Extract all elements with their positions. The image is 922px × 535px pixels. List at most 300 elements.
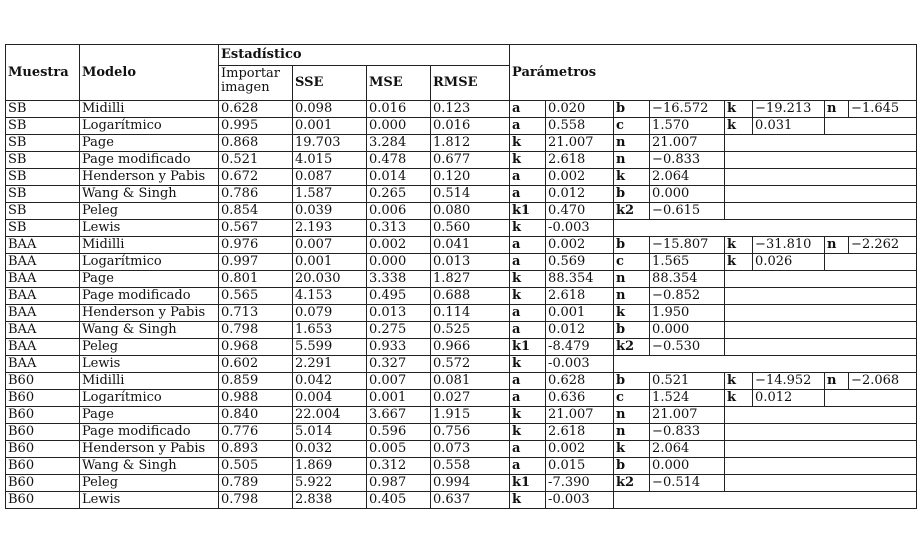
cell-modelo: Lewis [80, 492, 219, 509]
param-name: a [510, 390, 546, 407]
param-value: 21.007 [546, 135, 614, 152]
cell-stat: 0.868 [219, 135, 293, 152]
param-name: n [614, 135, 650, 152]
param-name: k [725, 101, 753, 118]
cell-muestra: BAA [6, 322, 80, 339]
cell-modelo: Logarítmico [80, 390, 219, 407]
param-name: b [614, 458, 650, 475]
param-value: 0.002 [546, 237, 614, 254]
cell-modelo: Wang & Singh [80, 458, 219, 475]
cell-stat: 0.572 [431, 356, 510, 373]
cell-muestra: B60 [6, 458, 80, 475]
cell-modelo: Wang & Singh [80, 322, 219, 339]
param-name: b [614, 373, 650, 390]
param-name: a [510, 441, 546, 458]
cell-stat: 0.001 [367, 390, 431, 407]
table-row [6, 271, 917, 288]
cell-stat: 1.812 [431, 135, 510, 152]
table-row [6, 441, 917, 458]
cell-stat: 0.016 [431, 118, 510, 135]
param-name: n [825, 237, 849, 254]
table-row [6, 475, 917, 492]
param-empty [825, 254, 917, 271]
param-empty [725, 322, 917, 339]
param-value: 2.064 [650, 169, 725, 186]
param-name: c [614, 390, 650, 407]
cell-stat: 0.521 [219, 152, 293, 169]
param-value: 0.002 [546, 169, 614, 186]
param-name: k [725, 390, 753, 407]
cell-modelo: Midilli [80, 237, 219, 254]
param-name: n [825, 101, 849, 118]
cell-stat: 0.756 [431, 424, 510, 441]
cell-stat: 1.587 [293, 186, 367, 203]
param-name: a [510, 373, 546, 390]
cell-modelo: Henderson y Pabis [80, 169, 219, 186]
cell-stat: 0.976 [219, 237, 293, 254]
header-estadistico: Estadístico [219, 45, 510, 66]
cell-stat: 0.032 [293, 441, 367, 458]
cell-stat: 0.014 [367, 169, 431, 186]
cell-muestra: SB [6, 152, 80, 169]
cell-stat: 0.495 [367, 288, 431, 305]
param-value: 0.636 [546, 390, 614, 407]
cell-stat: 0.073 [431, 441, 510, 458]
table-row [6, 390, 917, 407]
param-name: k [510, 288, 546, 305]
cell-muestra: BAA [6, 288, 80, 305]
cell-stat: 0.567 [219, 220, 293, 237]
cell-stat: 0.007 [367, 373, 431, 390]
param-name: a [510, 101, 546, 118]
param-name: k [725, 237, 753, 254]
cell-stat: 0.798 [219, 492, 293, 509]
param-name: k1 [510, 203, 546, 220]
param-value: 0.569 [546, 254, 614, 271]
param-name: a [510, 237, 546, 254]
cell-stat: 1.827 [431, 271, 510, 288]
param-name: k [510, 356, 546, 373]
param-value: -8.479 [546, 339, 614, 356]
cell-modelo: Page modificado [80, 424, 219, 441]
param-name: n [614, 288, 650, 305]
cell-stat: 5.014 [293, 424, 367, 441]
cell-modelo: Henderson y Pabis [80, 305, 219, 322]
param-value: −0.514 [650, 475, 725, 492]
header-stat-importar: Importar imagen [219, 66, 293, 101]
cell-stat: 0.039 [293, 203, 367, 220]
cell-stat: 0.275 [367, 322, 431, 339]
cell-stat: 2.193 [293, 220, 367, 237]
param-empty [725, 203, 917, 220]
param-value: 0.628 [546, 373, 614, 390]
cell-modelo: Peleg [80, 475, 219, 492]
param-empty [725, 186, 917, 203]
table-row [6, 492, 917, 509]
cell-stat: 0.312 [367, 458, 431, 475]
param-name: k2 [614, 339, 650, 356]
cell-stat: 0.854 [219, 203, 293, 220]
cell-stat: 0.997 [219, 254, 293, 271]
cell-stat: 0.013 [367, 305, 431, 322]
param-value: −1.645 [849, 101, 917, 118]
table-row [6, 186, 917, 203]
cell-stat: 0.405 [367, 492, 431, 509]
header-stat-mse: MSE [367, 66, 431, 101]
param-empty [725, 135, 917, 152]
param-name: b [614, 322, 650, 339]
param-value: 88.354 [546, 271, 614, 288]
param-value: 88.354 [650, 271, 725, 288]
param-empty [725, 169, 917, 186]
cell-stat: 0.558 [431, 458, 510, 475]
results-table [5, 44, 917, 509]
cell-muestra: SB [6, 135, 80, 152]
cell-muestra: B60 [6, 424, 80, 441]
param-value: 2.064 [650, 441, 725, 458]
cell-stat: 0.933 [367, 339, 431, 356]
cell-stat: 22.004 [293, 407, 367, 424]
param-value: 0.026 [753, 254, 825, 271]
cell-stat: 4.015 [293, 152, 367, 169]
param-name: k1 [510, 339, 546, 356]
cell-stat: 0.602 [219, 356, 293, 373]
cell-stat: 2.838 [293, 492, 367, 509]
cell-muestra: BAA [6, 305, 80, 322]
cell-stat: 0.000 [367, 254, 431, 271]
param-value: 1.565 [650, 254, 725, 271]
cell-stat: 0.893 [219, 441, 293, 458]
cell-stat: 0.776 [219, 424, 293, 441]
param-value: 2.618 [546, 288, 614, 305]
header-modelo: Modelo [80, 45, 219, 101]
cell-muestra: BAA [6, 356, 80, 373]
table-row [6, 373, 917, 390]
param-empty [614, 220, 917, 237]
param-value: 0.001 [546, 305, 614, 322]
cell-stat: 1.915 [431, 407, 510, 424]
cell-muestra: B60 [6, 390, 80, 407]
cell-stat: 0.637 [431, 492, 510, 509]
cell-stat: 19.703 [293, 135, 367, 152]
cell-modelo: Henderson y Pabis [80, 441, 219, 458]
param-value: 0.470 [546, 203, 614, 220]
param-name: k [510, 271, 546, 288]
param-empty [725, 288, 917, 305]
cell-stat: 0.041 [431, 237, 510, 254]
cell-stat: 3.338 [367, 271, 431, 288]
cell-modelo: Lewis [80, 356, 219, 373]
cell-muestra: BAA [6, 237, 80, 254]
table-row [6, 458, 917, 475]
param-empty [725, 458, 917, 475]
param-value: -0.003 [546, 356, 614, 373]
cell-modelo: Midilli [80, 373, 219, 390]
param-name: b [614, 101, 650, 118]
header-parametros: Parámetros [510, 45, 917, 101]
cell-stat: 0.002 [367, 237, 431, 254]
table-row [6, 305, 917, 322]
cell-stat: 0.087 [293, 169, 367, 186]
param-value: 0.012 [546, 322, 614, 339]
table-row [6, 288, 917, 305]
cell-stat: 0.042 [293, 373, 367, 390]
cell-modelo: Wang & Singh [80, 186, 219, 203]
cell-stat: 0.525 [431, 322, 510, 339]
table-row [6, 424, 917, 441]
param-name: k [510, 492, 546, 509]
cell-muestra: BAA [6, 254, 80, 271]
cell-muestra: SB [6, 101, 80, 118]
cell-stat: 0.013 [431, 254, 510, 271]
param-value: −2.068 [849, 373, 917, 390]
cell-stat: 0.688 [431, 288, 510, 305]
param-name: n [614, 152, 650, 169]
table-row [6, 356, 917, 373]
cell-stat: 0.514 [431, 186, 510, 203]
param-value: 0.000 [650, 186, 725, 203]
table-row [6, 220, 917, 237]
param-name: a [510, 322, 546, 339]
cell-modelo: Midilli [80, 101, 219, 118]
param-empty [825, 390, 917, 407]
param-empty [725, 271, 917, 288]
table-row [6, 118, 917, 135]
cell-stat: 20.030 [293, 271, 367, 288]
param-value: 0.020 [546, 101, 614, 118]
param-value: −31.810 [753, 237, 825, 254]
cell-stat: 5.599 [293, 339, 367, 356]
cell-modelo: Page [80, 271, 219, 288]
param-value: 2.618 [546, 152, 614, 169]
cell-stat: 0.786 [219, 186, 293, 203]
cell-stat: 0.327 [367, 356, 431, 373]
cell-stat: 0.079 [293, 305, 367, 322]
cell-stat: 0.004 [293, 390, 367, 407]
param-value: 0.521 [650, 373, 725, 390]
cell-stat: 2.291 [293, 356, 367, 373]
cell-stat: 0.001 [293, 254, 367, 271]
param-empty [725, 475, 917, 492]
param-value: −19.213 [753, 101, 825, 118]
cell-stat: 0.313 [367, 220, 431, 237]
param-name: a [510, 186, 546, 203]
param-name: b [614, 237, 650, 254]
param-name: a [510, 169, 546, 186]
param-value: 2.618 [546, 424, 614, 441]
param-value: 21.007 [546, 407, 614, 424]
param-name: c [614, 118, 650, 135]
cell-stat: 0.677 [431, 152, 510, 169]
param-empty [725, 441, 917, 458]
cell-stat: 0.005 [367, 441, 431, 458]
param-value: 0.012 [546, 186, 614, 203]
param-name: k [510, 220, 546, 237]
param-empty [725, 152, 917, 169]
table-row [6, 169, 917, 186]
cell-stat: 1.653 [293, 322, 367, 339]
cell-muestra: B60 [6, 373, 80, 390]
param-value: 0.012 [753, 390, 825, 407]
table-row [6, 135, 917, 152]
cell-stat: 0.120 [431, 169, 510, 186]
cell-stat: 0.987 [367, 475, 431, 492]
cell-modelo: Page modificado [80, 288, 219, 305]
cell-modelo: Logarítmico [80, 254, 219, 271]
cell-modelo: Peleg [80, 203, 219, 220]
cell-muestra: B60 [6, 475, 80, 492]
cell-stat: 0.027 [431, 390, 510, 407]
param-value: 21.007 [650, 135, 725, 152]
param-name: k [614, 441, 650, 458]
cell-muestra: BAA [6, 271, 80, 288]
cell-muestra: SB [6, 186, 80, 203]
cell-stat: 0.016 [367, 101, 431, 118]
param-name: a [510, 254, 546, 271]
cell-stat: 0.001 [293, 118, 367, 135]
param-value: −16.572 [650, 101, 725, 118]
cell-stat: 0.006 [367, 203, 431, 220]
param-value: −0.615 [650, 203, 725, 220]
param-name: k [614, 305, 650, 322]
cell-muestra: SB [6, 203, 80, 220]
cell-muestra: SB [6, 220, 80, 237]
param-name: k2 [614, 203, 650, 220]
cell-stat: 0.265 [367, 186, 431, 203]
table-row [6, 237, 917, 254]
param-value: −15.807 [650, 237, 725, 254]
cell-modelo: Logarítmico [80, 118, 219, 135]
table-row [6, 339, 917, 356]
cell-muestra: BAA [6, 339, 80, 356]
cell-muestra: SB [6, 118, 80, 135]
header-stat-sse: SSE [293, 66, 367, 101]
param-value: −0.833 [650, 424, 725, 441]
cell-stat: 0.114 [431, 305, 510, 322]
param-name: k [510, 135, 546, 152]
cell-stat: 0.968 [219, 339, 293, 356]
header-stat-rmse: RMSE [431, 66, 510, 101]
cell-stat: 0.628 [219, 101, 293, 118]
param-name: a [510, 118, 546, 135]
table-row [6, 101, 917, 118]
param-value: 0.015 [546, 458, 614, 475]
param-name: n [614, 407, 650, 424]
param-value: −0.833 [650, 152, 725, 169]
param-empty [725, 305, 917, 322]
cell-muestra: SB [6, 169, 80, 186]
param-value: 1.570 [650, 118, 725, 135]
param-name: a [510, 458, 546, 475]
param-value: −0.852 [650, 288, 725, 305]
cell-stat: 0.560 [431, 220, 510, 237]
cell-stat: 0.798 [219, 322, 293, 339]
param-name: k [510, 152, 546, 169]
param-value: 0.031 [753, 118, 825, 135]
cell-stat: 0.859 [219, 373, 293, 390]
param-name: n [825, 373, 849, 390]
cell-stat: 5.922 [293, 475, 367, 492]
cell-stat: 0.995 [219, 118, 293, 135]
param-name: b [614, 186, 650, 203]
cell-muestra: B60 [6, 441, 80, 458]
param-value: 0.000 [650, 458, 725, 475]
param-name: k1 [510, 475, 546, 492]
param-name: k [725, 254, 753, 271]
param-empty [614, 356, 917, 373]
header-muestra: Muestra [6, 45, 80, 101]
cell-modelo: Page [80, 407, 219, 424]
cell-stat: 0.080 [431, 203, 510, 220]
param-value: -7.390 [546, 475, 614, 492]
cell-stat: 3.667 [367, 407, 431, 424]
param-value: 1.950 [650, 305, 725, 322]
param-empty [725, 424, 917, 441]
cell-stat: 0.801 [219, 271, 293, 288]
cell-stat: 0.713 [219, 305, 293, 322]
table-row [6, 407, 917, 424]
cell-modelo: Page modificado [80, 152, 219, 169]
cell-stat: 0.994 [431, 475, 510, 492]
cell-modelo: Lewis [80, 220, 219, 237]
table-row [6, 254, 917, 271]
cell-stat: 0.840 [219, 407, 293, 424]
param-name: c [614, 254, 650, 271]
param-empty [614, 492, 917, 509]
cell-modelo: Page [80, 135, 219, 152]
param-value: 1.524 [650, 390, 725, 407]
cell-muestra: B60 [6, 407, 80, 424]
cell-stat: 0.966 [431, 339, 510, 356]
cell-stat: 0.596 [367, 424, 431, 441]
param-value: 0.000 [650, 322, 725, 339]
param-value: −14.952 [753, 373, 825, 390]
param-name: k [510, 424, 546, 441]
param-name: n [614, 271, 650, 288]
cell-stat: 0.988 [219, 390, 293, 407]
cell-stat: 0.000 [367, 118, 431, 135]
param-name: k [614, 169, 650, 186]
param-name: a [510, 305, 546, 322]
param-empty [725, 407, 917, 424]
param-name: k2 [614, 475, 650, 492]
param-value: -0.003 [546, 220, 614, 237]
cell-stat: 0.789 [219, 475, 293, 492]
cell-stat: 3.284 [367, 135, 431, 152]
param-name: k [725, 118, 753, 135]
param-value: 0.002 [546, 441, 614, 458]
table-row [6, 152, 917, 169]
cell-stat: 0.505 [219, 458, 293, 475]
param-name: k [725, 373, 753, 390]
cell-stat: 4.153 [293, 288, 367, 305]
param-value: 21.007 [650, 407, 725, 424]
param-empty [725, 339, 917, 356]
table-row [6, 322, 917, 339]
cell-stat: 0.081 [431, 373, 510, 390]
param-value: 0.558 [546, 118, 614, 135]
cell-stat: 0.098 [293, 101, 367, 118]
cell-muestra: B60 [6, 492, 80, 509]
param-empty [825, 118, 917, 135]
cell-stat: 0.672 [219, 169, 293, 186]
cell-stat: 1.869 [293, 458, 367, 475]
cell-stat: 0.565 [219, 288, 293, 305]
param-value: −2.262 [849, 237, 917, 254]
cell-stat: 0.007 [293, 237, 367, 254]
param-value: −0.530 [650, 339, 725, 356]
param-name: n [614, 424, 650, 441]
